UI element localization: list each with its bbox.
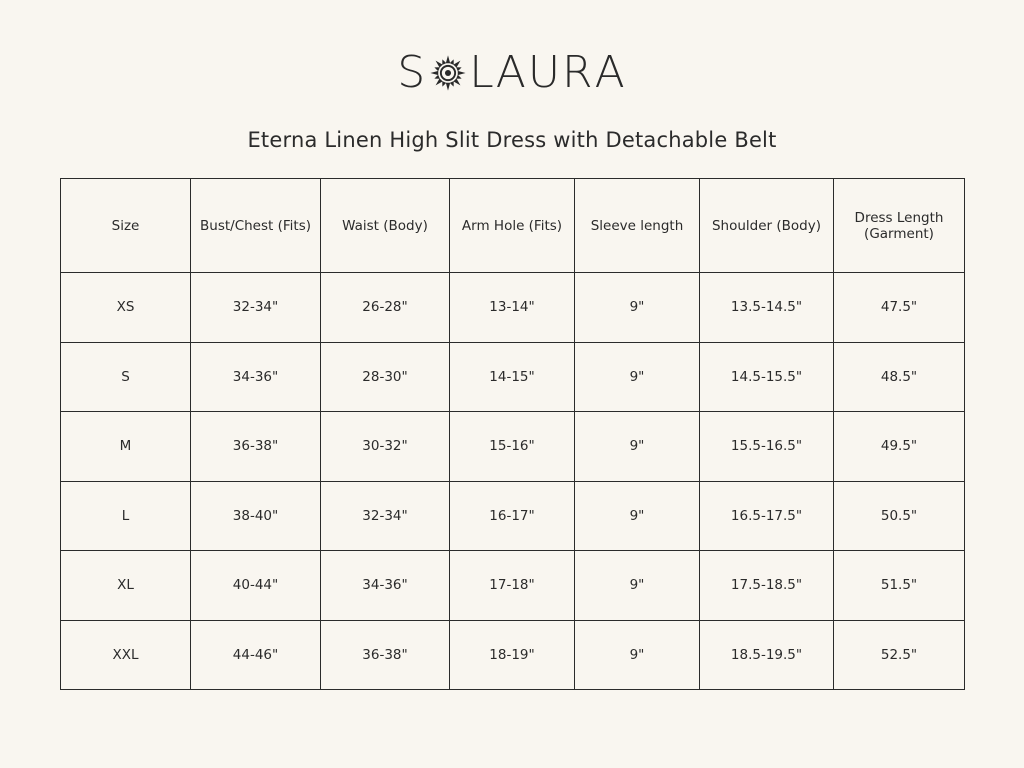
table-cell: 28-30" [321, 342, 450, 412]
table-cell: 16.5-17.5" [700, 481, 834, 551]
table-cell: 38-40" [191, 481, 321, 551]
table-cell: 32-34" [191, 273, 321, 343]
table-cell: 18-19" [450, 620, 575, 690]
header-arm-hole: Arm Hole (Fits) [450, 179, 575, 273]
header-waist: Waist (Body) [321, 179, 450, 273]
header-size: Size [61, 179, 191, 273]
brand-letter: R [562, 47, 595, 98]
size-chart-table [60, 178, 965, 690]
brand-letter: L [469, 47, 496, 98]
table-cell: 50.5" [834, 481, 965, 551]
table-row [61, 342, 965, 412]
brand-letter: U [527, 47, 563, 98]
table-cell: XS [61, 273, 191, 343]
table-cell: 51.5" [834, 551, 965, 621]
table-cell: 9" [575, 551, 700, 621]
brand-letter: A [594, 47, 627, 98]
table-cell: 40-44" [191, 551, 321, 621]
table-cell: M [61, 412, 191, 482]
table-cell: 30-32" [321, 412, 450, 482]
table-cell: 17-18" [450, 551, 575, 621]
table-cell: 13-14" [450, 273, 575, 343]
table-row [61, 481, 965, 551]
table-cell: S [61, 342, 191, 412]
table-cell: XL [61, 551, 191, 621]
sun-ray [458, 71, 466, 75]
table-cell: 9" [575, 481, 700, 551]
table-cell: 9" [575, 412, 700, 482]
brand-logo [0, 48, 1024, 98]
table-cell: 34-36" [191, 342, 321, 412]
header-bust-chest: Bust/Chest (Fits) [191, 179, 321, 273]
sun-icon [429, 54, 467, 92]
table-cell: 49.5" [834, 412, 965, 482]
table-cell: 13.5-14.5" [700, 273, 834, 343]
table-row [61, 273, 965, 343]
table-cell: XXL [61, 620, 191, 690]
header-shoulder: Shoulder (Body) [700, 179, 834, 273]
brand-letter: S [397, 47, 428, 98]
table-cell: 26-28" [321, 273, 450, 343]
table-cell: 36-38" [321, 620, 450, 690]
table-cell: 14-15" [450, 342, 575, 412]
table-header-row [61, 179, 965, 273]
sun-ray [442, 81, 446, 86]
table-cell: 9" [575, 273, 700, 343]
sun-ray [442, 59, 446, 64]
table-cell: 52.5" [834, 620, 965, 690]
product-title: Eterna Linen High Slit Dress with Detachable Belt [247, 128, 777, 152]
table-cell: 9" [575, 620, 700, 690]
sun-ray [454, 78, 461, 85]
table-cell: 36-38" [191, 412, 321, 482]
table-cell: 48.5" [834, 342, 965, 412]
table-row [61, 551, 965, 621]
sun-ray [436, 78, 443, 85]
brand-letter: A [495, 47, 528, 98]
table-cell: 15-16" [450, 412, 575, 482]
brand-wordmark [397, 47, 627, 98]
sun-ray [435, 75, 440, 79]
sun-ray [450, 81, 454, 86]
table-cell: 34-36" [321, 551, 450, 621]
sun-ray [456, 67, 461, 71]
sun-ray [450, 59, 454, 64]
table-row [61, 412, 965, 482]
sun-ray [446, 55, 450, 63]
header-sleeve-length: Sleeve length [575, 179, 700, 273]
table-cell: 47.5" [834, 273, 965, 343]
sun-ray [454, 61, 461, 68]
table-cell: 9" [575, 342, 700, 412]
table-cell: 44-46" [191, 620, 321, 690]
table-row [61, 620, 965, 690]
sun-ray [435, 67, 440, 71]
table-cell: 16-17" [450, 481, 575, 551]
sun-ray [431, 71, 439, 75]
table-cell: 32-34" [321, 481, 450, 551]
table-cell: 15.5-16.5" [700, 412, 834, 482]
sun-ray [446, 83, 450, 91]
sun-ray [436, 61, 443, 68]
table-cell: 14.5-15.5" [700, 342, 834, 412]
table-cell: L [61, 481, 191, 551]
table-cell: 18.5-19.5" [700, 620, 834, 690]
sun-ray [456, 75, 461, 79]
header-dress-length: Dress Length (Garment) [834, 179, 965, 273]
table-cell: 17.5-18.5" [700, 551, 834, 621]
